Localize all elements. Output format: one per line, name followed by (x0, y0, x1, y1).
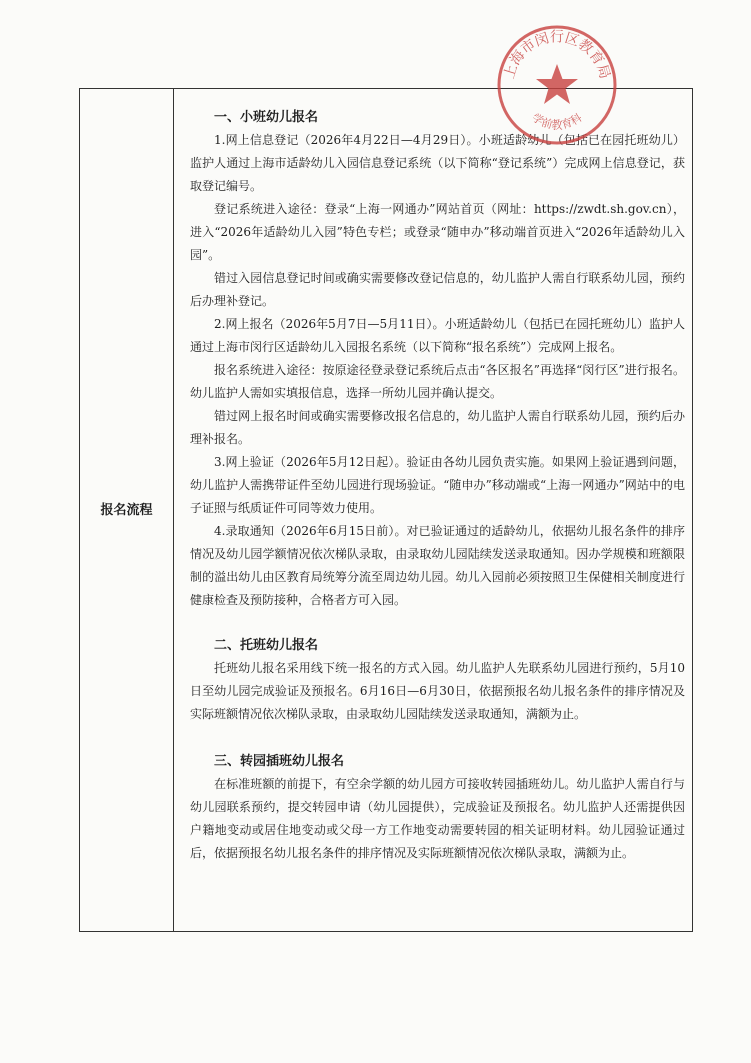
paragraph: 登记系统进入途径：登录“上海一网通办”网站首页（网址：https://zwdt.sh.gov.cn），进入“2026年适龄幼儿入园”特色专栏；或登录“随申办”移动端首页进入“2026年适龄幼儿入园”。 (190, 202, 685, 262)
paragraph: 2.网上报名（2026年5月7日—5月11日）。小班适龄幼儿（包括已在园托班幼儿）监护人通过上海市闵行区适龄幼儿入园报名系统（以下简称“报名系统”）完成网上报名。 (190, 317, 685, 354)
paragraph: 3.网上验证（2026年5月12日起）。验证由各幼儿园负责实施。如果网上验证遇到问题，幼儿监护人需携带证件至幼儿园进行现场验证。“随申办”移动端或“上海一网通办”网站中的电子证照与纸质证件可同等效力使用。 (190, 455, 685, 515)
paragraph: 错过网上报名时间或确实需要修改报名信息的，幼儿监护人需自行联系幼儿园，预约后办理补报名。 (190, 409, 685, 446)
registration-table (79, 88, 693, 932)
row-label: 报名流程 (100, 503, 153, 518)
paragraph: 4.录取通知（2026年6月15日前）。对已验证通过的适龄幼儿，依据幼儿报名条件的排序情况及幼儿园学额情况依次梯队录取，由录取幼儿园陆续发送录取通知。因办学规模和班额限制的溢出幼儿由区教育局统筹分流至周边幼儿园。幼儿入园前必须按照卫生保健相关制度进行健康检查及预防接种，合格者方可入园。 (190, 524, 685, 607)
column-divider (173, 89, 174, 931)
seal-text-bottom: 学前教育科 (529, 111, 585, 132)
paragraph: 1.网上信息登记（2026年4月22日—4月29日）。小班适龄幼儿（包括已在园托班幼儿）监护人通过上海市适龄幼儿入园信息登记系统（以下简称“登记系统”）完成网上信息登记，获取登记编号。 (190, 133, 685, 193)
seal-text-top: 上海市闵行区教育局 (501, 29, 613, 81)
section-heading: 三、转园插班幼儿报名 (214, 754, 345, 769)
paragraph: 在标准班额的前提下，有空余学额的幼儿园方可接收转园插班幼儿。幼儿监护人需自行与幼儿园联系预约，提交转园申请（幼儿园提供），完成验证及预报名。幼儿监护人还需提供因户籍地变动或居住地变动或父母一方工作地变动需要转园的相关证明材料。幼儿园验证通过后，依据预报名幼儿报名条件的排序情况及实际班额情况依次梯队录取，满额为止。 (190, 777, 685, 860)
section-heading: 二、托班幼儿报名 (214, 638, 319, 653)
process-content (190, 106, 685, 865)
section-heading: 一、小班幼儿报名 (214, 110, 319, 125)
paragraph: 报名系统进入途径：按原途径登录登记系统后点击“各区报名”再选择“闵行区”进行报名。幼儿监护人需如实填报信息，选择一所幼儿园并确认提交。 (190, 363, 685, 400)
paragraph: 托班幼儿报名采用线下统一报名的方式入园。幼儿监护人先联系幼儿园进行预约，5月10日至幼儿园完成验证及预报名。6月16日—6月30日，依据预报名幼儿报名条件的排序情况及实际班额情况依次梯队录取，由录取幼儿园陆续发送录取通知，满额为止。 (190, 661, 685, 721)
paragraph: 错过入园信息登记时间或确实需要修改登记信息的，幼儿监护人需自行联系幼儿园，预约后办理补登记。 (190, 271, 685, 308)
